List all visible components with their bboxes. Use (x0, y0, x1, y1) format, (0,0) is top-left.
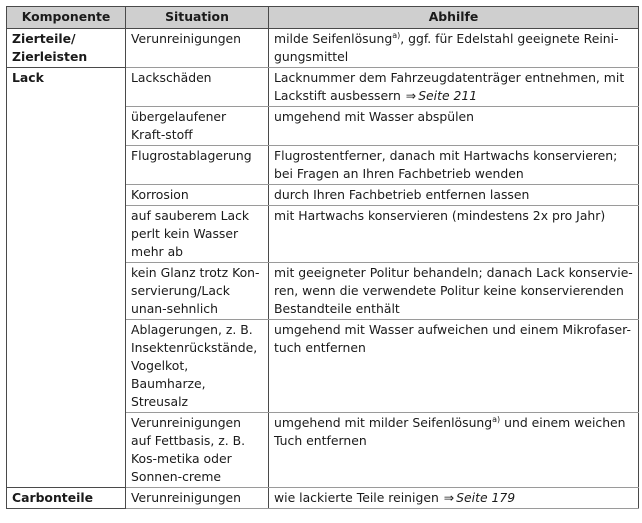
remedy-text: und einem weichen Tuch entfernen (274, 415, 626, 448)
table-row (7, 29, 639, 68)
remedy-cell: umgehend mit Wasser aufweichen und einem Mikrofaser-tuch entfernen (269, 320, 639, 413)
component-cell: Zierteile/ Zierleisten (7, 29, 126, 68)
table-row (7, 68, 639, 107)
component-cell: Carbonteile (7, 488, 126, 509)
header-abhilfe: Abhilfe (269, 7, 639, 29)
remedy-cell: mit geeigneter Politur behandeln; danach Lack konservie-ren, wenn die verwendete Politur keine konservierenden Bestandteile enthält (269, 263, 639, 320)
situation-cell: Ablagerungen, z. B. Insektenrückstände, Vogelkot, Baumharze, Streusalz (126, 320, 269, 413)
situation-cell: auf sauberem Lack perlt kein Wasser mehr ab (126, 206, 269, 263)
remedy-cell: umgehend mit Wasser abspülen (269, 107, 639, 146)
header-komponente: Komponente (7, 7, 126, 29)
remedy-text: umgehend mit milder Seifenlösung (274, 415, 493, 430)
remedy-cell (269, 413, 639, 488)
situation-cell: Verunreinigungen auf Fettbasis, z. B. Kos-metika oder Sonnen-creme (126, 413, 269, 488)
situation-cell: Lackschäden (126, 68, 269, 107)
remedy-cell: durch Ihren Fachbetrieb entfernen lassen (269, 185, 639, 206)
component-cell: Lack (7, 68, 126, 488)
remedy-cell: mit Hartwachs konservieren (mindestens 2x pro Jahr) (269, 206, 639, 263)
page-reference-link[interactable]: Seite 179 (456, 490, 516, 505)
footnote-mark: a) (392, 30, 401, 40)
remedy-text: Lacknummer dem Fahrzeugdatenträger entnehmen, mit Lackstift ausbessern (274, 70, 625, 103)
care-table-page (6, 6, 638, 509)
table-row (7, 488, 639, 509)
situation-cell: Flugrostablagerung (126, 146, 269, 185)
situation-cell: übergelaufener Kraft-stoff (126, 107, 269, 146)
remedy-text: wie lackierte Teile reinigen (274, 490, 439, 505)
remedy-text: milde Seifenlösung (274, 31, 393, 46)
situation-cell: kein Glanz trotz Kon-servierung/Lack unan-sehnlich (126, 263, 269, 320)
remedy-cell: Flugrostentferner, danach mit Hartwachs konservieren; bei Fragen an Ihren Fachbetrieb wenden (269, 146, 639, 185)
situation-cell: Verunreinigungen (126, 488, 269, 509)
footnote-mark: a) (492, 414, 501, 424)
remedy-cell (269, 29, 639, 68)
remedy-text: , ggf. für Edelstahl geeignete Reini-gungsmittel (274, 31, 619, 64)
header-situation: Situation (126, 7, 269, 29)
header-row (7, 7, 639, 29)
arrow-icon: ⇒ (405, 88, 417, 103)
situation-cell: Korrosion (126, 185, 269, 206)
page-reference-link[interactable]: Seite 211 (418, 88, 478, 103)
arrow-icon: ⇒ (443, 490, 455, 505)
care-table (6, 6, 639, 509)
remedy-cell (269, 68, 639, 107)
situation-cell: Verunreinigungen (126, 29, 269, 68)
remedy-cell (269, 488, 639, 509)
